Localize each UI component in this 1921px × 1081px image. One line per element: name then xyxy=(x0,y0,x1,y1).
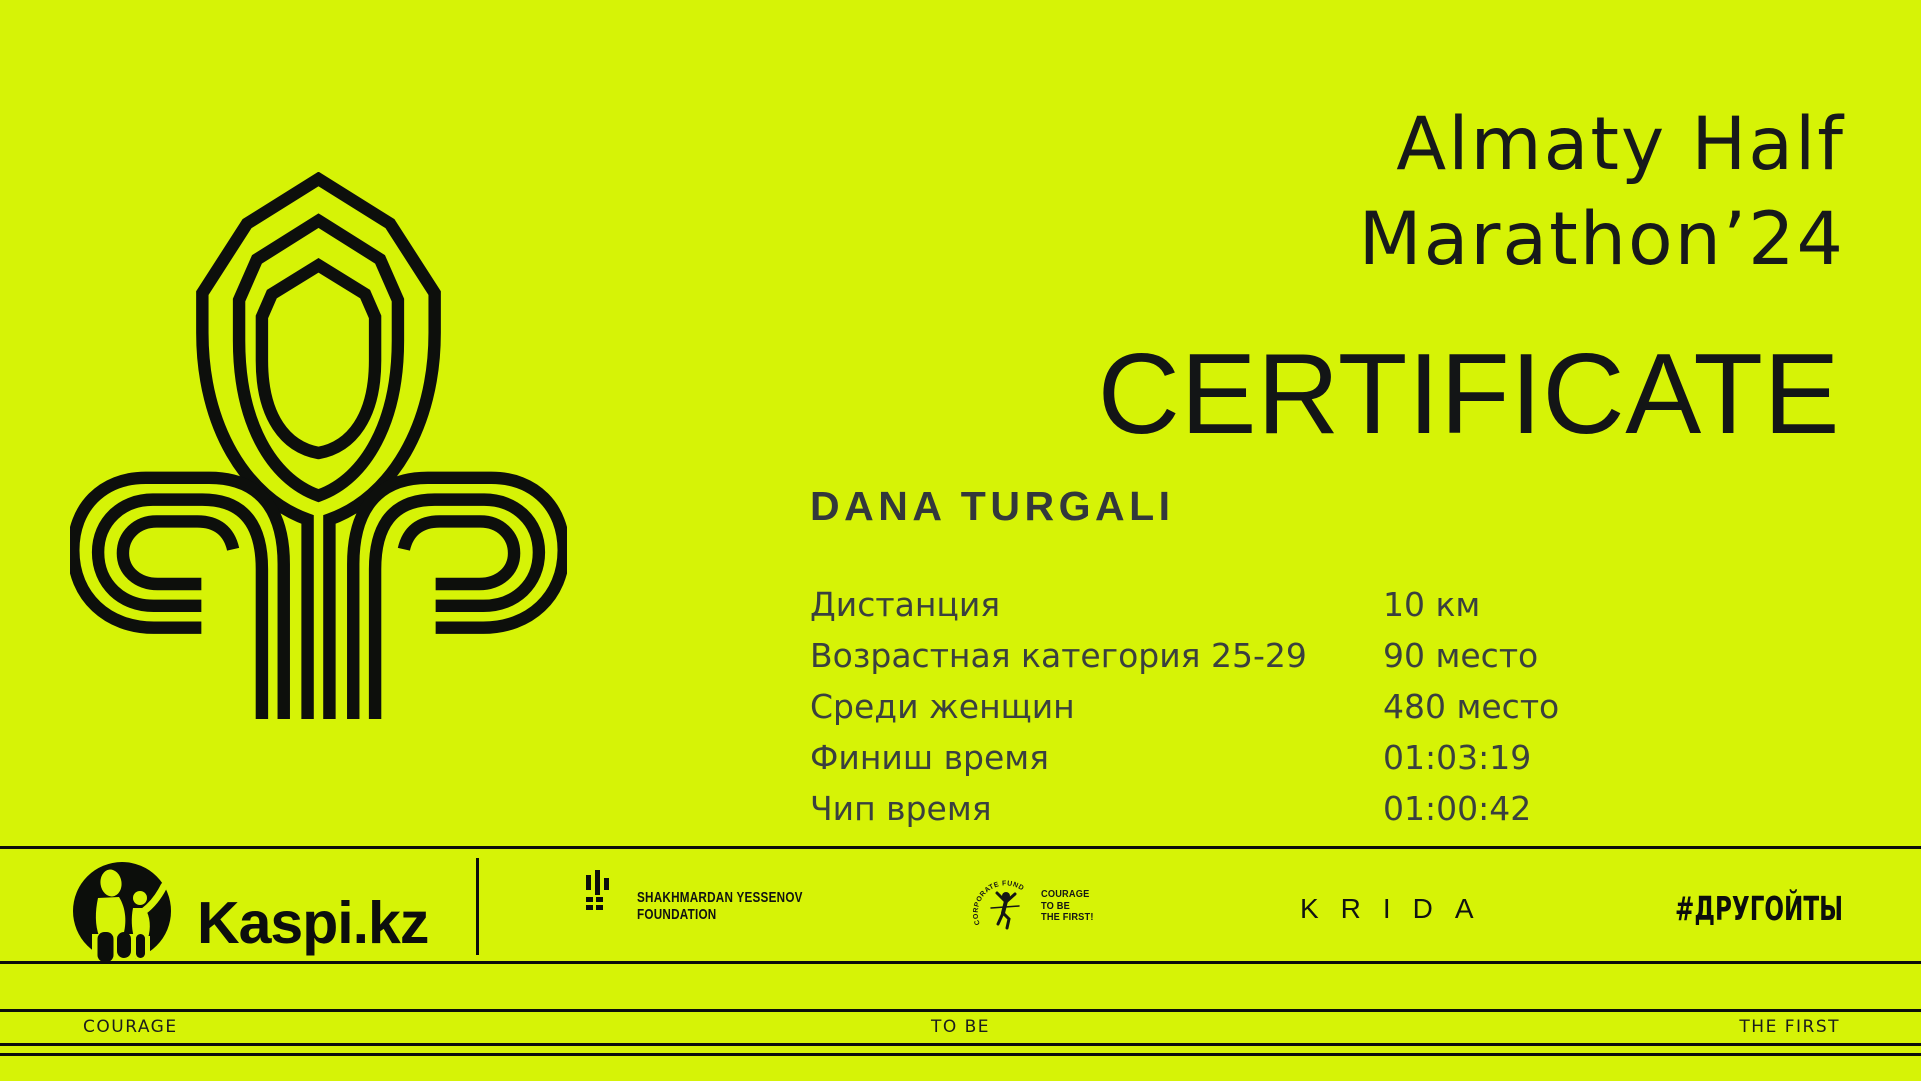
yessenov-line2: FOUNDATION xyxy=(637,906,717,923)
event-title-line2: Marathon’24 xyxy=(1358,197,1845,282)
corporate-fund-label xyxy=(1041,889,1094,924)
event-title-line1: Almaty Half xyxy=(1396,102,1845,187)
tulip-logo-icon xyxy=(70,172,567,723)
participant-name: DANA TURGALI xyxy=(810,483,1175,529)
result-value: 01:03:19 xyxy=(1383,738,1532,777)
footer-rule-mid xyxy=(0,1043,1921,1046)
yessenov-logo-label xyxy=(637,889,803,923)
result-value: 480 место xyxy=(1383,687,1560,726)
result-value: 90 место xyxy=(1383,636,1539,675)
footer-rule-bottom xyxy=(0,1053,1921,1056)
result-row xyxy=(810,738,1710,782)
fund-line3: THE FIRST! xyxy=(1041,911,1094,923)
result-value: 01:00:42 xyxy=(1383,789,1532,828)
yessenov-logo-icon xyxy=(586,870,610,910)
event-title xyxy=(1359,97,1845,287)
band-top-rule xyxy=(0,846,1921,849)
fund-line1: COURAGE xyxy=(1041,888,1090,900)
result-label: Финиш время xyxy=(810,738,1050,777)
krida-logo-label: KRIDA xyxy=(1300,893,1496,924)
band-bottom-rule xyxy=(0,961,1921,964)
fund-line2: TO BE xyxy=(1041,899,1070,912)
footer-right-label: THE FIRST xyxy=(1739,1017,1840,1037)
footer-rule-top xyxy=(0,1009,1921,1012)
result-row xyxy=(810,789,1710,833)
sponsor-divider xyxy=(476,858,479,955)
result-label: Дистанция xyxy=(810,585,1001,624)
footer-left-label: COURAGE xyxy=(83,1017,178,1037)
result-row xyxy=(810,687,1710,731)
kaspi-logo-label: Kaspi.kz xyxy=(197,890,429,956)
certificate-heading: CERTIFICATE xyxy=(1097,331,1840,458)
result-label: Среди женщин xyxy=(810,687,1075,726)
hashtag-label: #ДРУГОЙТЫ xyxy=(1674,889,1843,928)
result-label: Чип время xyxy=(810,789,992,828)
corporate-fund-logo-icon xyxy=(973,866,1037,952)
kaspi-logo-icon xyxy=(73,862,171,962)
corporate-fund-arc-label: CORPORATE FUND xyxy=(973,880,1026,926)
footer-center-label: TO BE xyxy=(930,1017,991,1037)
yessenov-line1: SHAKHMARDAN YESSENOV xyxy=(637,889,803,906)
result-value: 10 км xyxy=(1383,585,1481,624)
result-row xyxy=(810,636,1710,680)
result-label: Возрастная категория 25-29 xyxy=(810,636,1307,675)
result-row xyxy=(810,585,1710,629)
